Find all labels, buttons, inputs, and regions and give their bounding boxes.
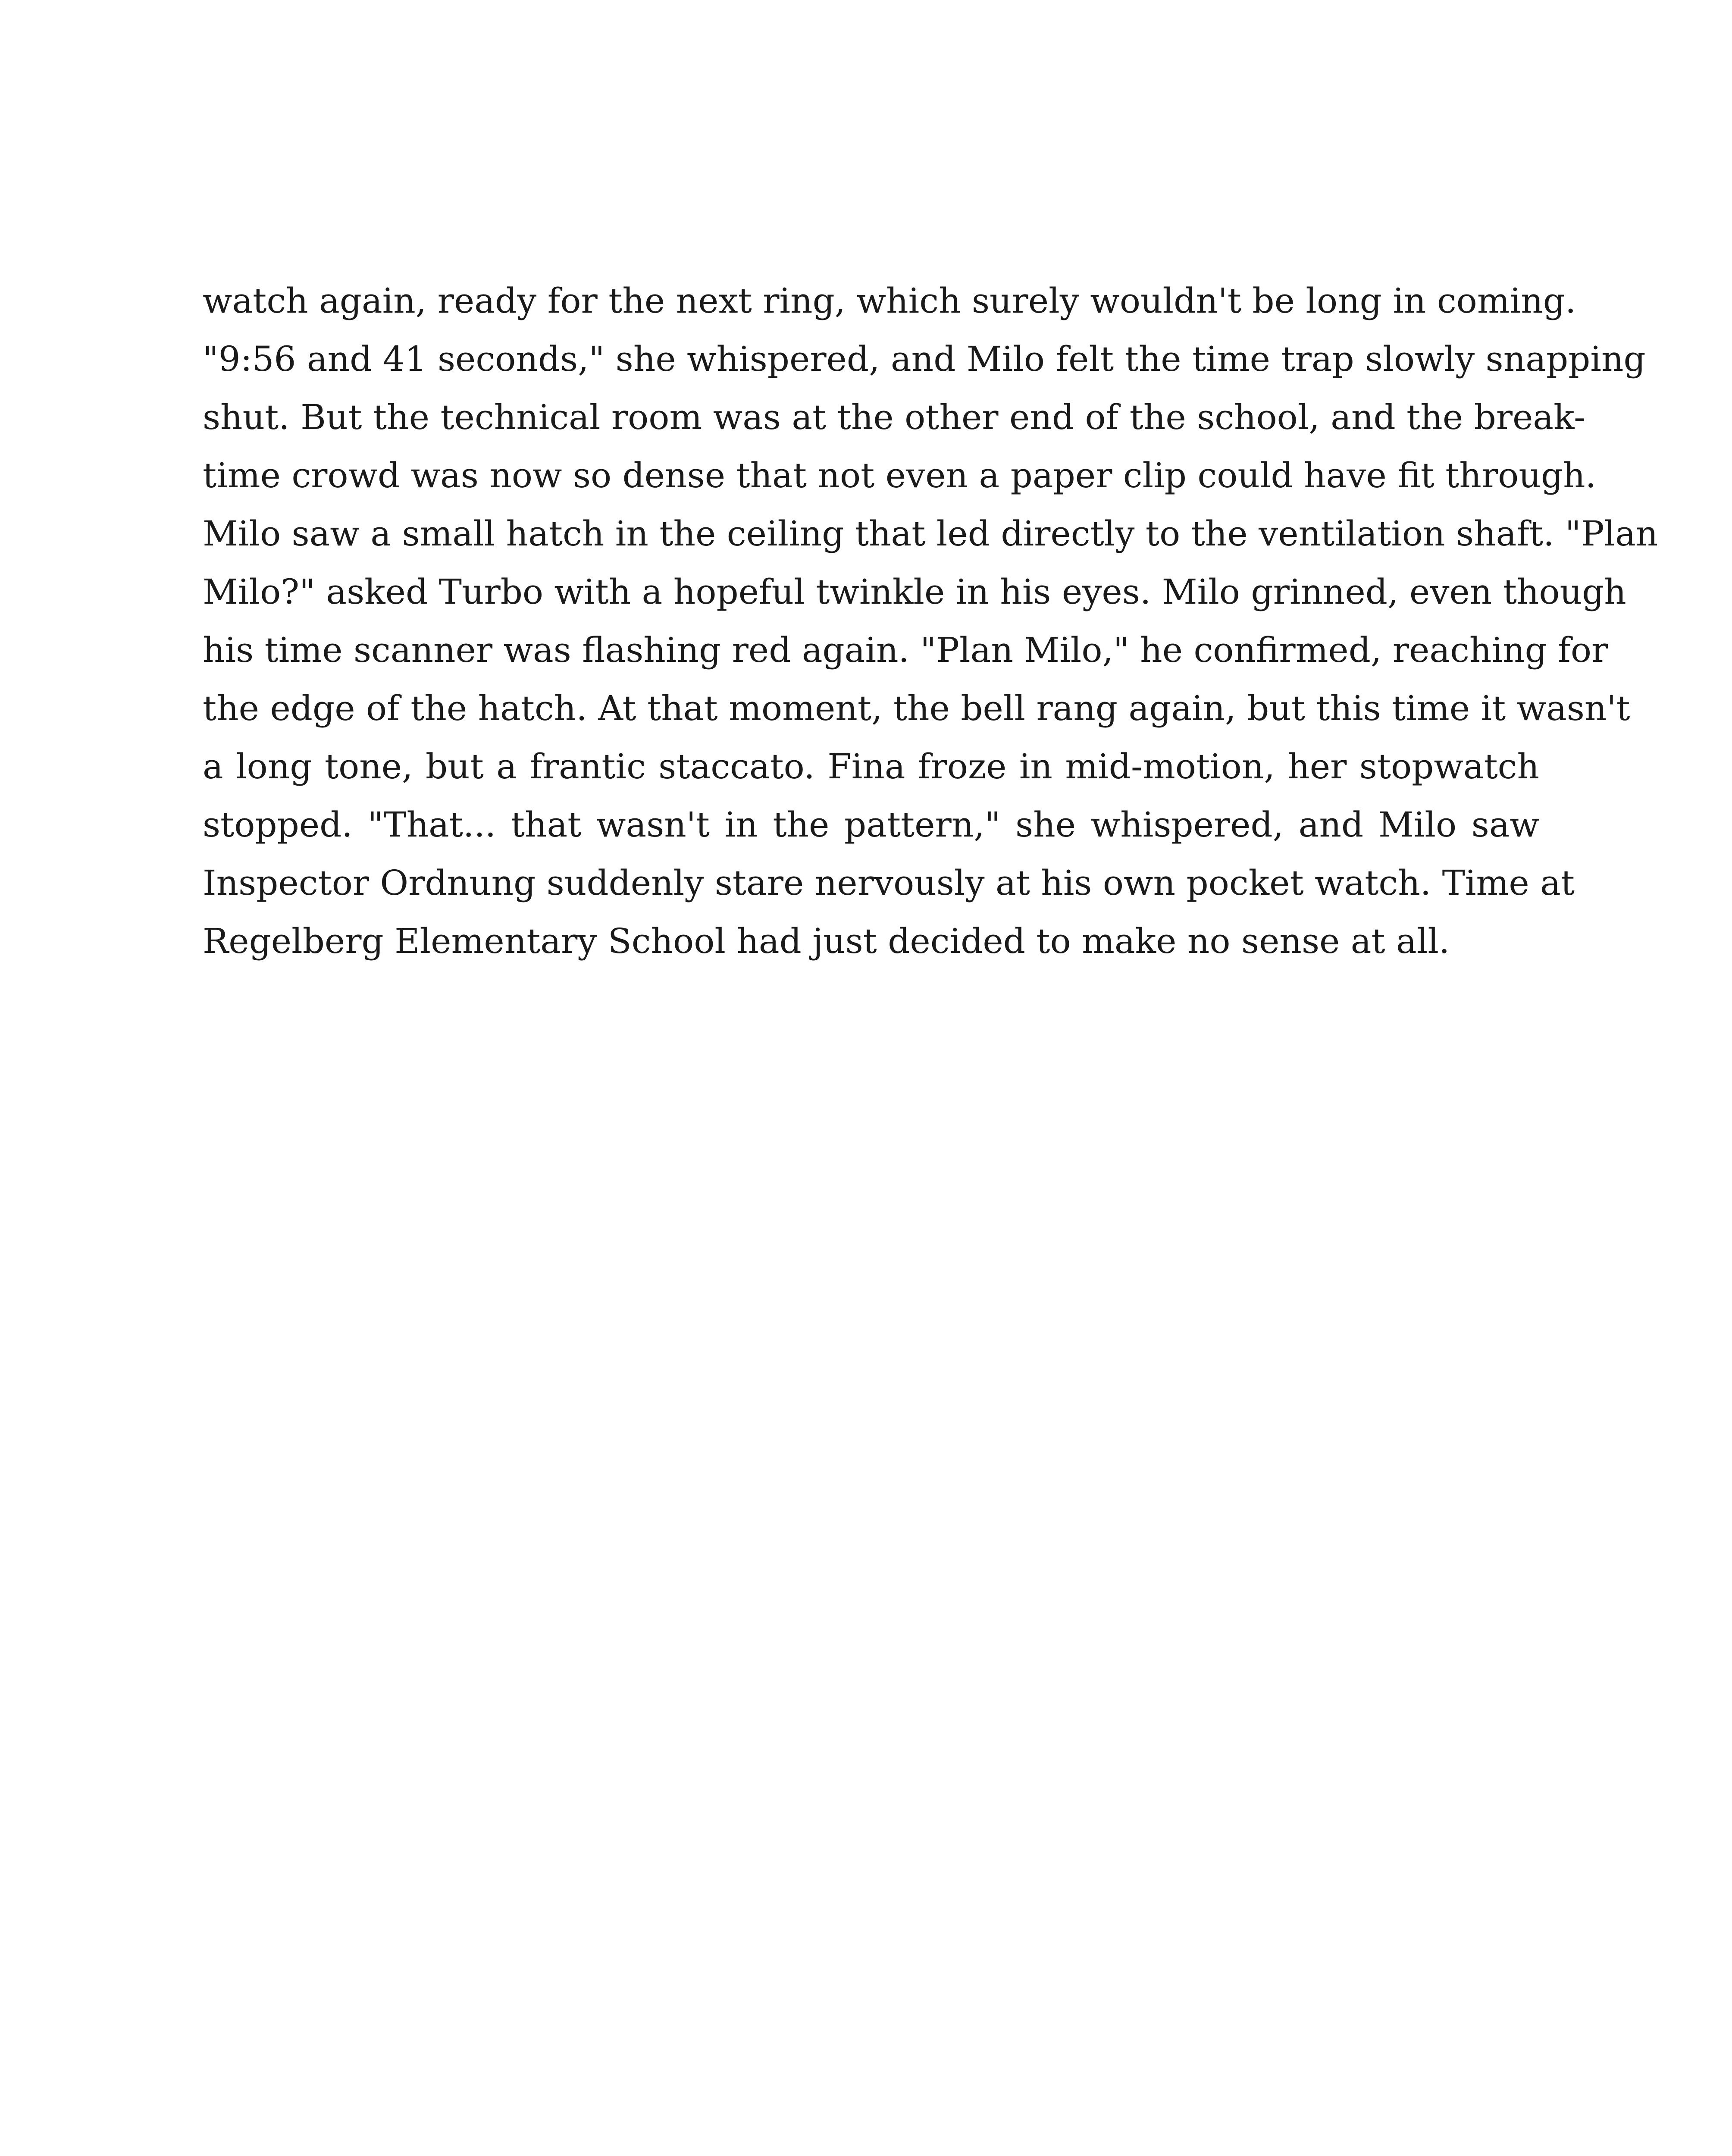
text-line: "9:56 and 41 seconds," she whispered, and Milo felt the time trap slowly snapping <box>203 339 1646 379</box>
text-line: shut. But the technical room was at the other end of the school, and the break- <box>203 397 1586 437</box>
text-line: a long tone, but a frantic staccato. Fina froze in mid-motion, her stopwatch <box>203 746 1539 787</box>
text-line: stopped. "That... that wasn't in the pattern," she whispered, and Milo saw <box>203 805 1539 845</box>
text-line: watch again, ready for the next ring, which surely wouldn't be long in coming. <box>203 281 1576 321</box>
text-line: time crowd was now so dense that not even a paper clip could have fit through. <box>203 455 1597 495</box>
text-line: Milo?" asked Turbo with a hopeful twinkle in his eyes. Milo grinned, even though <box>203 572 1626 612</box>
text-line: Inspector Ordnung suddenly stare nervously at his own pocket watch. Time at <box>203 863 1575 903</box>
text-line: the edge of the hatch. At that moment, the bell rang again, but this time it wasn't <box>203 688 1630 728</box>
text-line: his time scanner was flashing red again. "Plan Milo," he confirmed, reaching for <box>203 630 1608 670</box>
text-line: Milo saw a small hatch in the ceiling that led directly to the ventilation shaft. "Plan <box>203 514 1658 554</box>
text-line: Regelberg Elementary School had just decided to make no sense at all. <box>203 921 1450 961</box>
body-paragraph <box>203 272 1658 970</box>
